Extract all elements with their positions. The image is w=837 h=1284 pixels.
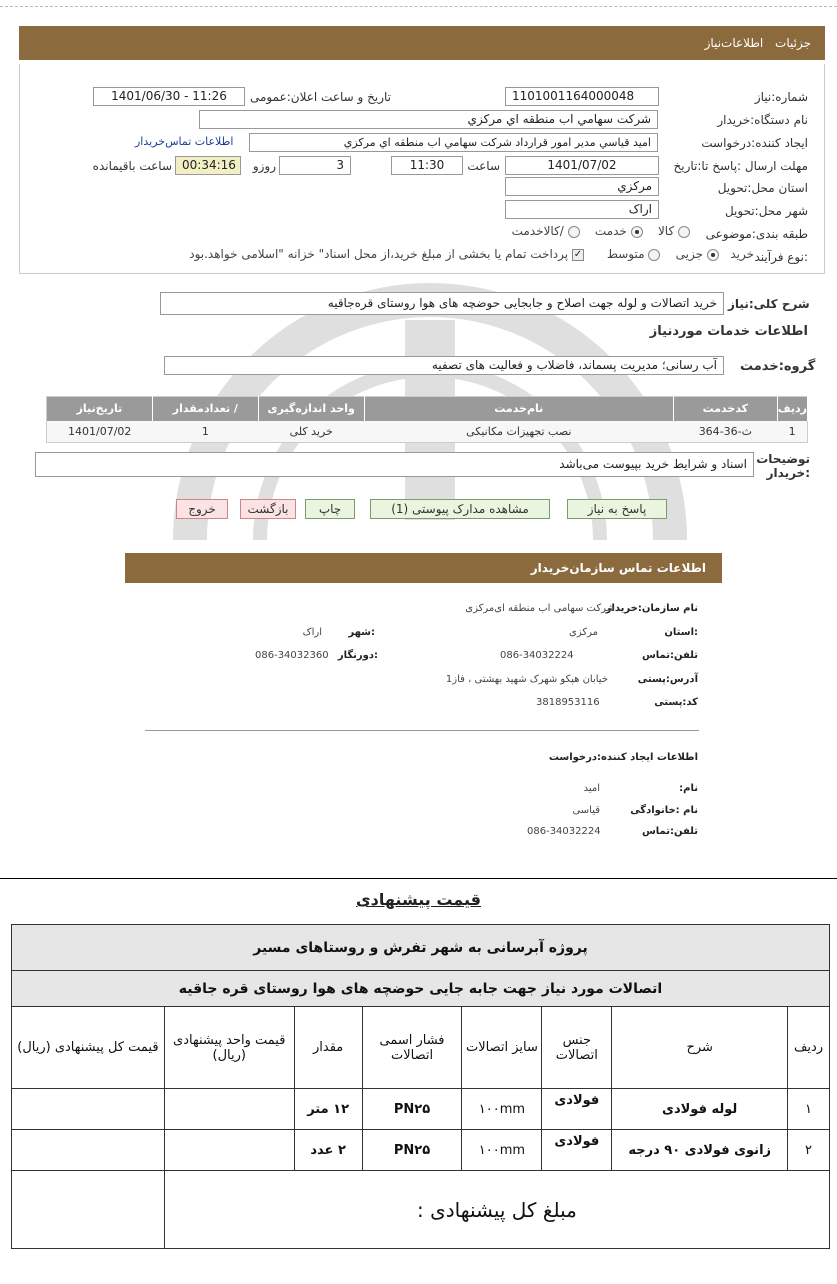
- col-row: ردیف: [777, 397, 807, 421]
- q2-material: فولادی: [542, 1130, 612, 1171]
- cell-unit: خرید کلی: [258, 421, 364, 443]
- creator-family-label: نام :خانوادگی: [630, 805, 698, 816]
- qh-desc: شرح: [612, 1007, 788, 1089]
- qh-row: ردیف: [788, 1007, 830, 1089]
- back-button[interactable]: بازگشت: [240, 499, 296, 519]
- q1-qty: ۱۲ متر: [294, 1089, 362, 1130]
- contact-city-value: اراک: [302, 627, 322, 638]
- quote-subtitle: اتصالات مورد نیاز جهت جابه جایی حوضچه های هوا روستای قره جاقیه: [12, 971, 830, 1007]
- announce-label: تاریخ و ساعت اعلان:عمومی: [250, 90, 392, 104]
- col-name: نام‌خدمت: [364, 397, 673, 421]
- col-unit: واحد اندازه‌گیری: [258, 397, 364, 421]
- creator-info-title: اطلاعات ایجاد کننده:درخواست: [548, 752, 698, 763]
- treasury-payment-label: پرداخت تمام یا بخشی از مبلغ خرید،از محل اسناد" خزانه "اسلامی خواهد.بود: [189, 247, 569, 261]
- attachments-button[interactable]: مشاهده مدارک پیوستی (1): [370, 499, 550, 519]
- buyer-label: نام دستگاه:خریدار: [717, 113, 808, 127]
- table-row: [47, 421, 808, 443]
- group-label: گروه:خدمت: [740, 359, 816, 374]
- phone-label: تلفن:تماس: [641, 650, 698, 661]
- print-button[interactable]: چاپ: [305, 499, 355, 519]
- creator-label: ایجاد کننده:درخواست: [701, 136, 808, 150]
- contact-header: اطلاعات تماس سازمان‌خریدار: [125, 553, 722, 583]
- q2-size: ۱۰۰mm: [462, 1130, 542, 1171]
- city-label: شهر محل:تحویل: [724, 204, 808, 218]
- q2-row: ۲: [788, 1130, 830, 1171]
- cell-name: نصب تجهیزات مکانیکی: [364, 421, 673, 443]
- process-minor-radio[interactable]: [707, 249, 719, 261]
- section-separator: [0, 878, 837, 879]
- summary-field: خرید اتصالات و لوله جهت اصلاح و جابجایی حوضچه های هوا روستای قره‌جاقیه: [160, 292, 724, 315]
- quote-title: قیمت پیشنهادی: [355, 890, 482, 909]
- q2-unit-price[interactable]: [164, 1130, 294, 1171]
- quote-total-label: مبلغ کل پیشنهادی :: [164, 1171, 829, 1249]
- q1-total[interactable]: [12, 1089, 165, 1130]
- process-medium-label: متوسط: [606, 247, 645, 261]
- cell-date: 1401/07/02: [47, 421, 153, 443]
- days-label: روزو: [252, 159, 276, 173]
- qh-total: قیمت کل پیشنهادی (ریال): [12, 1007, 165, 1089]
- q1-material: فولادی: [542, 1089, 612, 1130]
- postal-value: 3818953116: [536, 697, 600, 708]
- quote-project: پروژه آبرسانی به شهر تفرش و روستاهای مسیر: [12, 925, 830, 971]
- exit-button[interactable]: خروج: [176, 499, 228, 519]
- group-field: آب رسانی؛ مدیریت پسماند، فاضلاب و فعالیت های تصفیه: [164, 356, 724, 375]
- contact-province-value: مرکزی: [569, 627, 598, 638]
- q1-desc: لوله فولادی: [612, 1089, 788, 1130]
- deadline-label: مهلت ارسال :پاسخ تا:تاریخ: [673, 159, 808, 173]
- fax-label: :دورنگار: [337, 650, 378, 661]
- org-label: نام سازمان:خریدار: [605, 603, 698, 614]
- q2-qty: ۲ عدد: [294, 1130, 362, 1171]
- creator-phone-value: 086-34032224: [527, 826, 601, 837]
- days-field: 3: [279, 156, 351, 175]
- q1-row: ۱: [788, 1089, 830, 1130]
- q2-desc: زانوی فولادی ۹۰ درجه: [612, 1130, 788, 1171]
- qh-unit-price: قیمت واحد پیشنهادی (ریال): [164, 1007, 294, 1089]
- category-service-label: خدمت: [594, 224, 627, 238]
- cell-qty: 1: [152, 421, 258, 443]
- buyer-field: شرکت سهامي اب منطقه اي مرکزي: [199, 110, 658, 129]
- category-goods-radio[interactable]: [678, 226, 690, 238]
- breadcrumb: [19, 26, 825, 60]
- col-code: کدخدمت: [673, 397, 777, 421]
- province-label: استان محل:تحویل: [717, 181, 808, 195]
- category-both-label: /کالاخدمت: [511, 224, 564, 238]
- quote-table: [11, 924, 830, 1249]
- process-label: نوع فرآیند:: [754, 250, 808, 264]
- quote-header-row: [12, 1007, 830, 1089]
- service-table-header: [47, 397, 808, 421]
- process-options: [140, 247, 754, 261]
- buyer-note-field: اسناد و شرایط خرید بپیوست می‌باشد: [35, 452, 754, 477]
- creator-name-label: نام:: [679, 783, 698, 794]
- category-goods-label: کالا: [657, 224, 675, 238]
- time-label: ساعت: [467, 159, 500, 173]
- q2-total[interactable]: [12, 1130, 165, 1171]
- address-value: خیابان هپکو شهرک شهید بهشتی ، فاز1: [445, 674, 608, 685]
- breadcrumb-need-info[interactable]: اطلاعات‌نیاز: [704, 36, 764, 50]
- need-number-field: 1101001164000048: [505, 87, 659, 106]
- qh-size: سایز اتصالات: [462, 1007, 542, 1089]
- postal-label: کد:پستی: [654, 697, 698, 708]
- service-table: [46, 396, 808, 443]
- category-service-radio[interactable]: [631, 226, 643, 238]
- quote-total-value[interactable]: [12, 1171, 165, 1249]
- qh-qty: مقدار: [294, 1007, 362, 1089]
- creator-family-value: قیاسی: [572, 805, 600, 816]
- announce-field: 1401/06/30 - 11:26: [93, 87, 245, 106]
- q2-pressure: PN۲۵: [362, 1130, 462, 1171]
- org-value: شرکت سهامی اب منطقه ای‌مرکزی: [465, 603, 615, 614]
- city-field: اراک: [505, 200, 659, 219]
- col-qty: / تعدادمقدار: [152, 397, 258, 421]
- creator-field: امید قیاسي مدیر امور قرارداد شرکت سهامي اب منطقه اي مرکزي: [249, 133, 658, 152]
- fax-value: 086-34032360: [255, 650, 329, 661]
- contact-province-label: :استان: [664, 627, 698, 638]
- qh-material: جنس اتصالات: [542, 1007, 612, 1089]
- cell-row: 1: [777, 421, 807, 443]
- breadcrumb-details[interactable]: جزئیات: [775, 36, 811, 50]
- deadline-date-field: 1401/07/02: [505, 156, 659, 175]
- province-field: مرکزي: [505, 177, 659, 196]
- category-label: طبقه بندی:موضوعی: [705, 227, 808, 241]
- creator-name-value: امید: [583, 783, 600, 794]
- category-both-radio[interactable]: [568, 226, 580, 238]
- need-number-label: شماره:نیاز: [754, 90, 808, 104]
- category-options: [470, 224, 690, 238]
- address-label: آدرس:پستی: [637, 674, 698, 685]
- process-medium-radio[interactable]: [648, 249, 660, 261]
- cell-code: ث-36-364: [673, 421, 777, 443]
- quote-total-row: [12, 1171, 830, 1249]
- treasury-payment-checkbox[interactable]: ✓: [573, 248, 583, 260]
- qh-pressure: فشار اسمی اتصالات: [362, 1007, 462, 1089]
- buyer-note-label: توضیحات :خریدار: [756, 452, 810, 480]
- quote-subtitle-row: [12, 971, 830, 1007]
- remaining-label: ساعت باقیمانده: [92, 159, 172, 173]
- services-title: اطلاعات خدمات موردنیاز: [649, 324, 808, 339]
- q1-pressure: PN۲۵: [362, 1089, 462, 1130]
- q1-unit-price[interactable]: [164, 1089, 294, 1130]
- process-buy-label: خرید: [730, 247, 754, 261]
- q1-size: ۱۰۰mm: [462, 1089, 542, 1130]
- buyer-contact-link[interactable]: اطلاعات تماس‌خریدار: [135, 135, 234, 148]
- deadline-time-field: 11:30: [391, 156, 463, 175]
- quote-project-row: [12, 925, 830, 971]
- contact-city-label: :شهر: [348, 627, 375, 638]
- summary-label: شرح کلی:نیاز: [728, 297, 810, 311]
- top-dashed-line: [0, 6, 837, 7]
- table-row: [12, 1089, 830, 1130]
- table-row: [12, 1130, 830, 1171]
- col-date: تاریخ‌نیاز: [47, 397, 153, 421]
- process-minor-label: جزیی: [675, 247, 704, 261]
- remaining-time-field: 00:34:16: [175, 156, 241, 175]
- contact-divider: [145, 730, 699, 731]
- creator-phone-label: تلفن:تماس: [641, 826, 698, 837]
- phone-value: 086-34032224: [500, 650, 574, 661]
- reply-button[interactable]: پاسخ به نیاز: [567, 499, 667, 519]
